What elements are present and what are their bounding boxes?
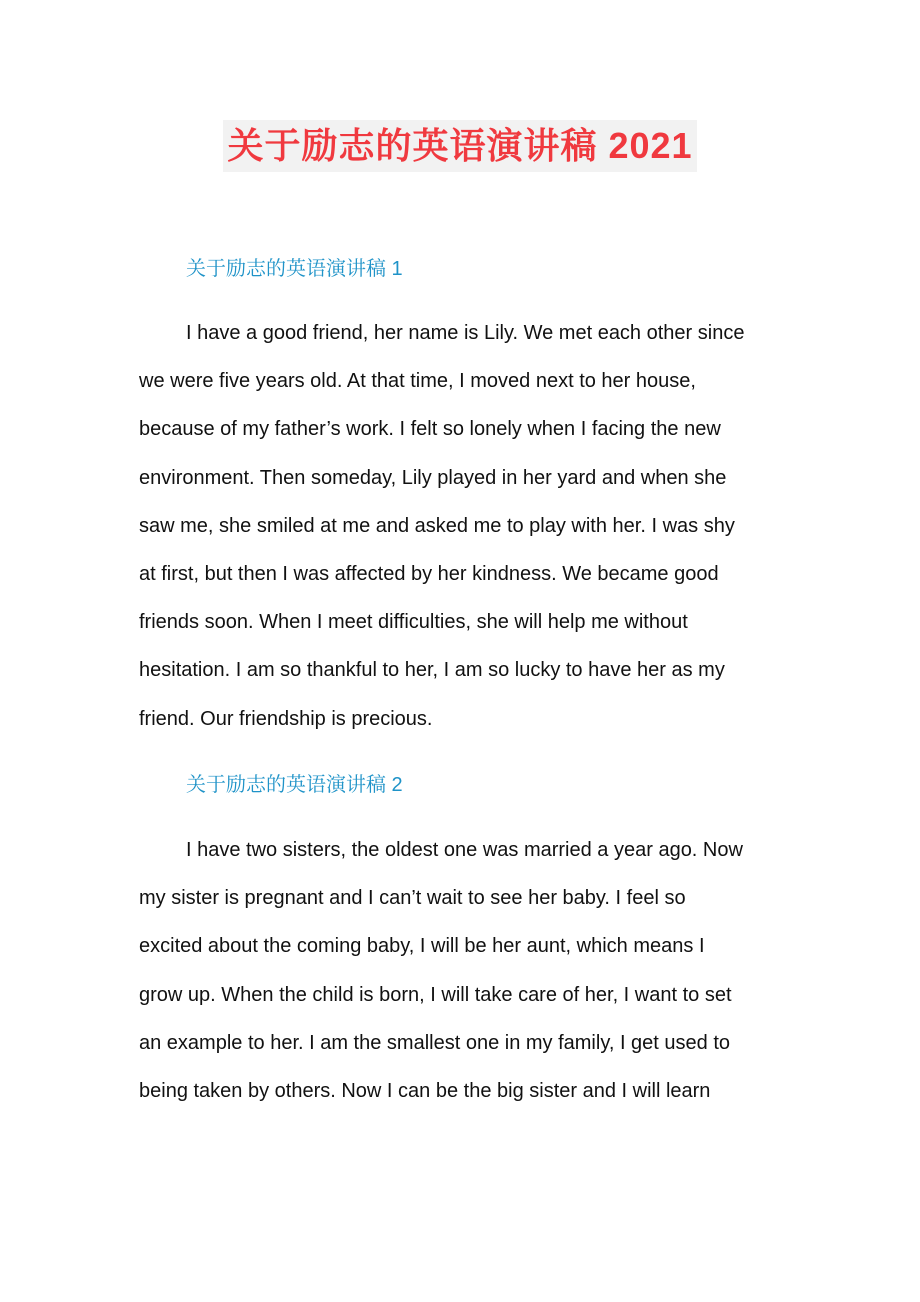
paragraph-line: environment. Then someday, Lily played in her yard and when she xyxy=(139,466,727,489)
paragraph-line: I have a good friend, her name is Lily. We met each other since xyxy=(186,322,745,344)
paragraph-line: I have two sisters, the oldest one was married a year ago. Now xyxy=(186,839,743,861)
section-1-paragraph xyxy=(139,309,789,743)
title-container xyxy=(0,120,920,172)
section-2-paragraph xyxy=(139,826,789,1115)
paragraph-line: at first, but then I was affected by her kindness. We became good xyxy=(139,563,719,586)
paragraph-line: we were five years old. At that time, I moved next to her house, xyxy=(139,370,696,393)
paragraph-line: hesitation. I am so thankful to her, I am so lucky to have her as my xyxy=(139,659,725,682)
document-title: 关于励志的英语演讲稿 2021 xyxy=(223,120,696,172)
paragraph-line: being taken by others. Now I can be the big sister and I will learn xyxy=(139,1080,711,1103)
section-heading-1: 关于励志的英语演讲稿 1 xyxy=(186,258,403,280)
paragraph-line: saw me, she smiled at me and asked me to play with her. I was shy xyxy=(139,514,735,537)
section-heading-2: 关于励志的英语演讲稿 2 xyxy=(186,774,403,796)
paragraph-line: an example to her. I am the smallest one in my family, I get used to xyxy=(139,1031,731,1054)
paragraph-line: friend. Our friendship is precious. xyxy=(139,707,433,730)
paragraph-line: my sister is pregnant and I can’t wait to see her baby. I feel so xyxy=(139,887,686,910)
paragraph-line: because of my father’s work. I felt so lonely when I facing the new xyxy=(139,418,721,441)
paragraph-line: friends soon. When I meet difficulties, she will help me without xyxy=(139,611,688,634)
paragraph-line: grow up. When the child is born, I will take care of her, I want to set xyxy=(139,983,732,1006)
paragraph-line: excited about the coming baby, I will be her aunt, which means I xyxy=(139,935,705,958)
